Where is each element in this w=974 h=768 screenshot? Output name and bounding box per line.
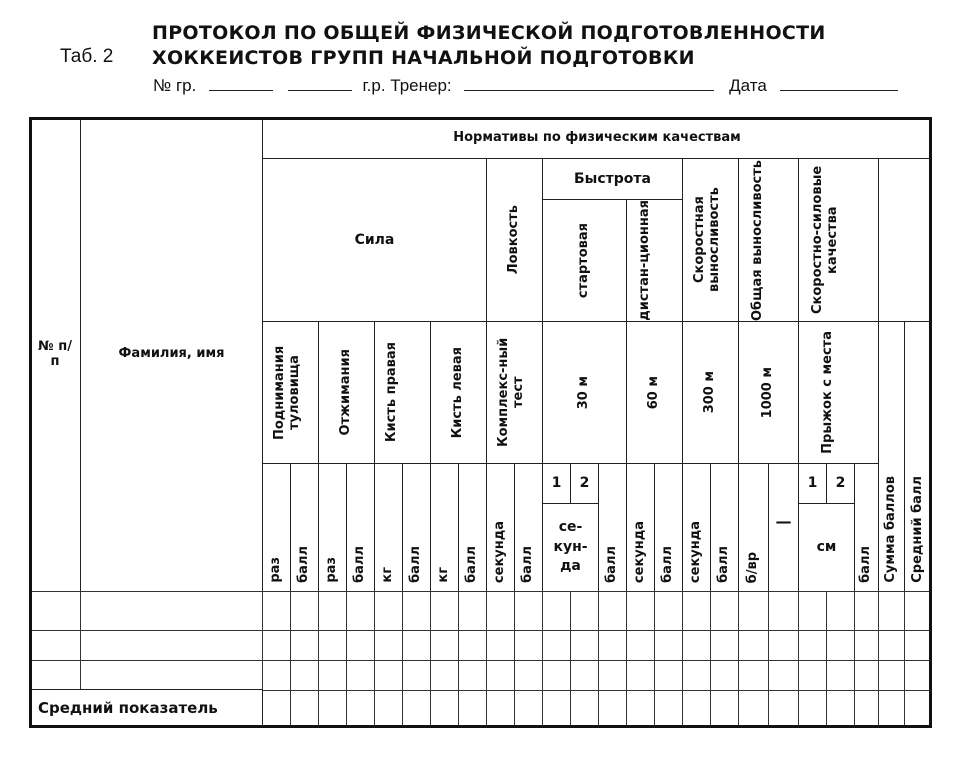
test-situps: Поднимания туловища <box>262 321 319 464</box>
quality-speed-distance: дистан-ционная <box>626 199 683 322</box>
trainer-field[interactable] <box>464 76 714 91</box>
attempt-1-jump: 1 <box>798 463 827 504</box>
unit-run300-score: балл <box>710 463 739 592</box>
group-field-2[interactable] <box>288 76 352 91</box>
group-field-1[interactable] <box>209 76 273 91</box>
date-field[interactable] <box>780 76 898 91</box>
unit-left-kg: кг <box>430 463 459 592</box>
footer-label: Средний показатель <box>29 689 263 728</box>
quality-strength: Сила <box>262 158 487 322</box>
header-empty-right <box>878 158 932 322</box>
grid-hline <box>29 660 932 661</box>
document-title-line2: ХОККЕИСТОВ ГРУПП НАЧАЛЬНОЙ ПОДГОТОВКИ <box>152 47 695 69</box>
unit-run60-score: балл <box>654 463 683 592</box>
test-run-60m: 60 м <box>626 321 683 464</box>
quality-speed: Быстрота <box>542 158 683 200</box>
col-sum-score: Сумма баллов <box>878 321 905 592</box>
unit-run300-second: секунда <box>682 463 711 592</box>
unit-complex-score: балл <box>514 463 543 592</box>
unit-pushups-score: балл <box>346 463 375 592</box>
test-run-1000m: 1000 м <box>738 321 799 464</box>
col-header-name: Фамилия, имя <box>80 117 263 592</box>
unit-right-kg: кг <box>374 463 403 592</box>
unit-pushups-times: раз <box>318 463 347 592</box>
header-norms: Нормативы по физическим качествам <box>262 117 932 159</box>
attempt-2-run30: 2 <box>570 463 599 504</box>
grid-hline <box>29 630 932 631</box>
unit-situps-times: раз <box>262 463 291 592</box>
unit-run60-second: секунда <box>626 463 655 592</box>
test-complex: Комплекс-ный тест <box>486 321 543 464</box>
unit-situps-score: балл <box>290 463 319 592</box>
col-header-number: № п/п <box>29 117 81 592</box>
unit-complex-second: секунда <box>486 463 515 592</box>
quality-agility: Ловкость <box>486 158 543 322</box>
unit-jump-cm: см <box>798 503 855 592</box>
test-run-300m: 300 м <box>682 321 739 464</box>
unit-run30-score: балл <box>598 463 627 592</box>
grid-hline <box>29 591 932 592</box>
year-trainer-label: г.р. Тренер: <box>362 76 452 95</box>
attempt-2-jump: 2 <box>826 463 855 504</box>
test-pushups: Отжимания <box>318 321 375 464</box>
col-avg-score: Средний балл <box>904 321 932 592</box>
table-number: Таб. 2 <box>60 46 114 67</box>
quality-speed-endurance: Скоростная выносливость <box>682 158 739 322</box>
date-label: Дата <box>729 76 767 95</box>
attempt-1-run30: 1 <box>542 463 571 504</box>
unit-run1000-dash: — <box>768 463 799 592</box>
test-right-hand: Кисть правая <box>374 321 431 464</box>
unit-run30-second: се-кун-да <box>542 503 599 592</box>
quality-speed-start: стартовая <box>542 199 627 322</box>
quality-speed-strength: Скоростно-силовые качества <box>798 158 879 322</box>
test-run-30m: 30 м <box>542 321 627 464</box>
test-standing-jump: Прыжок с места <box>798 321 879 464</box>
group-label: № гр. <box>153 76 197 95</box>
unit-left-score: балл <box>458 463 487 592</box>
quality-general-endurance: Общая выносливость <box>738 158 799 322</box>
test-left-hand: Кисть левая <box>430 321 487 464</box>
unit-run1000-laps: б/вр <box>738 463 769 592</box>
form-fields-line <box>153 76 898 96</box>
unit-right-score: балл <box>402 463 431 592</box>
document-title-line1: ПРОТОКОЛ ПО ОБЩЕЙ ФИЗИЧЕСКОЙ ПОДГОТОВЛЕННОСТИ <box>152 22 826 44</box>
unit-jump-score: балл <box>854 463 879 592</box>
